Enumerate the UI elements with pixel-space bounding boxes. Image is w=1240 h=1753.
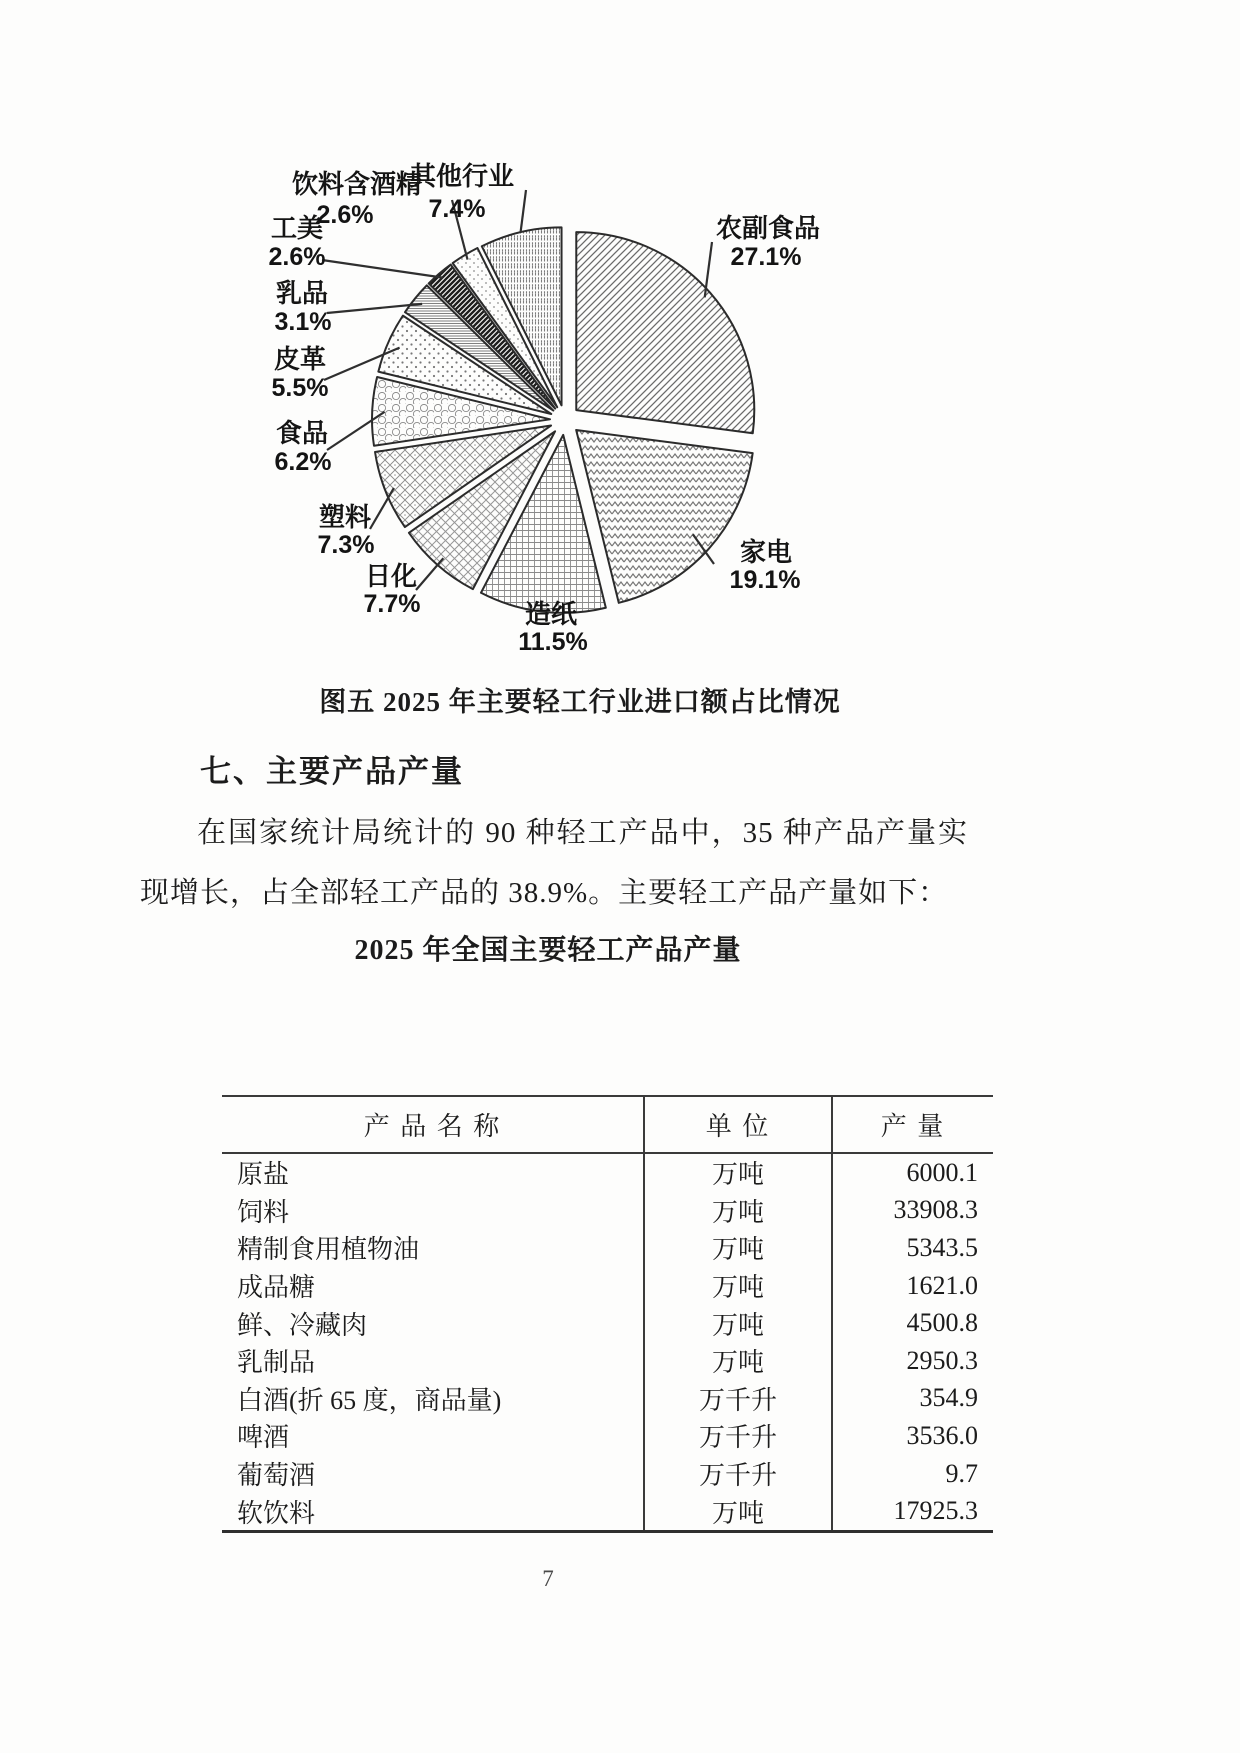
table-cell-product: 乳制品: [237, 1348, 316, 1378]
slice-percent: 3.1%: [274, 308, 332, 336]
table-cell-product: 啤酒: [237, 1423, 290, 1453]
slice-percent: 2.6%: [316, 201, 374, 229]
table-cell-product: 鲜、冷藏肉: [237, 1310, 368, 1340]
callout-line: [521, 190, 526, 232]
slice-label: 皮革: [273, 344, 327, 374]
section-heading: 七、主要产品产量: [200, 754, 464, 789]
pie-chart: [0, 140, 1240, 700]
table-cell-output: 3536.0: [906, 1420, 978, 1450]
table-cell-output: 33908.3: [893, 1195, 978, 1225]
slice-percent: 7.3%: [317, 531, 375, 559]
table-cell-product: 白酒(折 65 度，商品量): [237, 1385, 502, 1415]
table-cell-output: 5343.5: [906, 1232, 978, 1262]
pie-slices: [372, 227, 754, 612]
pie-slice: [576, 430, 752, 603]
table-cell-output: 17925.3: [893, 1496, 978, 1526]
slice-label: 乳品: [275, 278, 329, 308]
table-cell-unit: 万吨: [643, 1304, 833, 1342]
slice-percent: 7.4%: [428, 195, 486, 223]
table-cell-product: 精制食用植物油: [237, 1235, 420, 1265]
table-cell-unit: 万千升: [643, 1455, 833, 1493]
col-header-output: 产 量: [833, 1097, 993, 1154]
table-title: 2025 年全国主要轻工产品产量: [354, 935, 742, 966]
table-cell-product: 葡萄酒: [237, 1461, 316, 1491]
table-cell-unit: 万吨: [643, 1492, 833, 1530]
table-cell-output: 2950.3: [906, 1345, 978, 1375]
slice-percent: 2.6%: [268, 243, 326, 271]
slice-label: 日化: [364, 561, 418, 591]
callout-line: [705, 242, 712, 297]
callout-line: [322, 260, 443, 278]
slice-percent: 19.1%: [729, 566, 801, 594]
table-cell-output: 4500.8: [906, 1308, 978, 1338]
table-cell-product: 饲料: [237, 1197, 290, 1227]
col-header-product: 产 品 名 称: [222, 1097, 643, 1154]
body-paragraph-line-1: 在国家统计局统计的 90 种轻工产品中，35 种产品产量实: [197, 817, 968, 849]
body-paragraph-line-2: 现增长，占全部轻工产品的 38.9%。主要轻工产品产量如下：: [140, 877, 949, 909]
page-number: 7: [542, 1566, 554, 1591]
table-cell-output: 1621.0: [906, 1270, 978, 1300]
table-cell-unit: 万吨: [643, 1267, 833, 1305]
slice-label: 饮料含酒精: [291, 169, 423, 199]
table-cell-unit: 万吨: [643, 1192, 833, 1230]
slice-percent: 7.7%: [363, 590, 421, 618]
figure-caption: 图五 2025 年主要轻工行业进口额占比情况: [319, 687, 841, 717]
table-cell-output: 9.7: [945, 1458, 978, 1488]
table-cell-unit: 万千升: [643, 1380, 833, 1418]
table-cell-unit: 万吨: [643, 1154, 833, 1192]
slice-percent: 11.5%: [518, 628, 588, 656]
pie-slice: [576, 232, 754, 433]
slice-label: 农副食品: [715, 213, 821, 243]
slice-percent: 27.1%: [730, 243, 802, 271]
table-cell-product: 软饮料: [237, 1498, 316, 1528]
table-cell-unit: 万吨: [643, 1342, 833, 1380]
callout-line: [416, 558, 443, 590]
table-cell-product: 原盐: [237, 1160, 290, 1190]
slice-label: 工美: [270, 213, 324, 243]
table-cell-product: 成品糖: [237, 1273, 316, 1303]
pie-chart-figure: [0, 140, 1240, 700]
production-table: [222, 1095, 993, 1533]
slice-label: 塑料: [318, 502, 372, 532]
slice-label: 其他行业: [409, 161, 515, 191]
slice-label: 造纸: [524, 599, 578, 629]
table-cell-output: 354.9: [919, 1383, 978, 1413]
slice-percent: 5.5%: [271, 374, 329, 402]
table-cell-unit: 万吨: [643, 1229, 833, 1267]
slice-label: 家电: [739, 537, 793, 567]
slice-label: 食品: [275, 418, 329, 448]
slice-percent: 6.2%: [274, 448, 332, 476]
callout-line: [370, 488, 394, 529]
table-cell-unit: 万千升: [643, 1417, 833, 1455]
table-cell-output: 6000.1: [906, 1157, 978, 1187]
col-header-unit: 单 位: [643, 1097, 833, 1154]
